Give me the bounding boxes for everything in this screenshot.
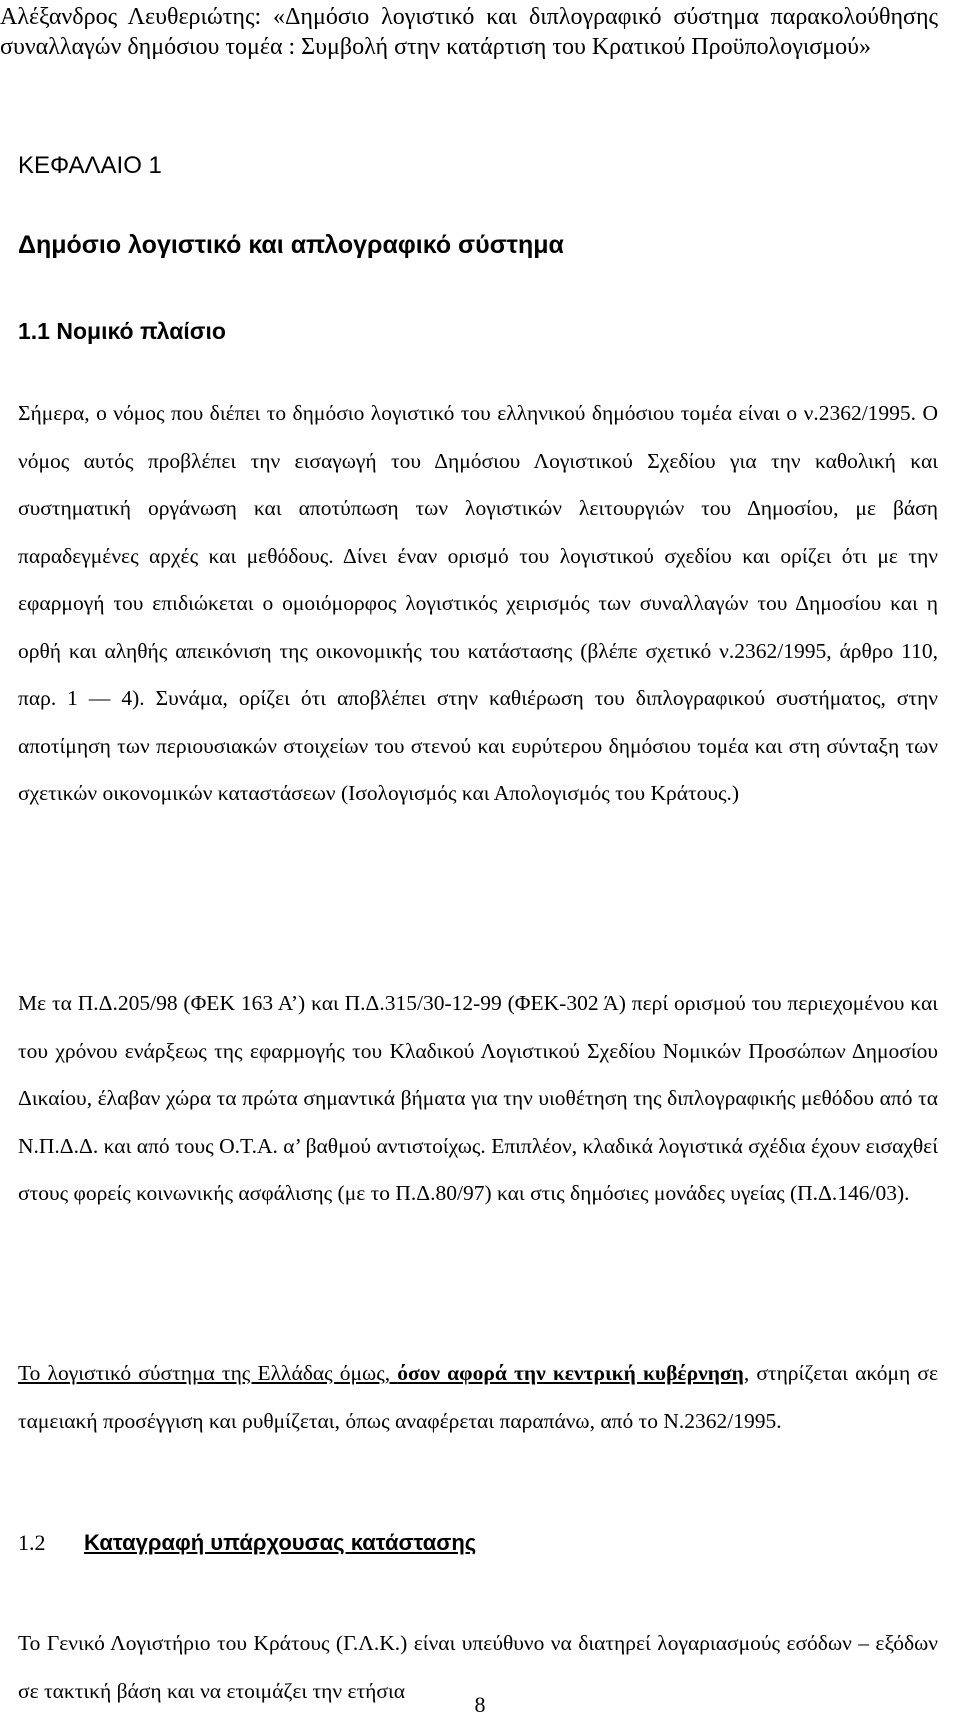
running-header: [0, 2, 938, 62]
paragraph-central-government-emphasis: όσον αφορά την κεντρική κυβέρνηση: [397, 1361, 744, 1385]
paragraph-central-government: [18, 1350, 938, 1445]
header-text: Αλέξανδρος Λευθεριώτης: «Δημόσιο λογιστικό και διπλογραφικό σύστημα παρακολούθησης συναλλαγών δημόσιου τομέα : Συμβολή στην κατάρτιση του Κρατικού Προϋπολογισμού»: [0, 4, 938, 60]
paragraph-presidential-decrees: Με τα Π.Δ.205/98 (ΦΕΚ 163 Α’) και Π.Δ.315/30-12-99 (ΦΕΚ-302 Ά) περί ορισμού του περιεχομένου και του χρόνου ενάρξεως της εφαρμογής του Κλαδικού Λογιστικού Σχεδίου Νομικών Προσώπων Δημοσίου Δικαίου, έλαβαν χώρα τα πρώτα σημαντικά βήματα για την υιοθέτηση της διπλογραφικής μεθόδου από τα Ν.Π.Δ.Δ. και από τους Ο.Τ.Α. α’ βαθμού αντιστοίχως. Επιπλέον, κλαδικά λογιστικά σχέδια έχουν εισαχθεί στους φορείς κοινωνικής ασφάλισης (με το Π.Δ.80/97) και στις δημόσιες μονάδες υγείας (Π.Δ.146/03).: [18, 991, 938, 1205]
chapter-label: ΚΕΦΑΛΑΙΟ 1: [18, 152, 162, 179]
paragraph-central-government-rest: , στηρίζεται ακόμη σε ταμειακή προσέγγιση και ρυθμίζεται, όπως αναφέρεται παραπάνω, από το Ν.2362/1995.: [18, 1361, 938, 1433]
paragraph-general-accounting-office: Το Γενικό Λογιστήριο του Κράτους (Γ.Λ.Κ.) είναι υπεύθυνο να διατηρεί λογαριασμούς εσόδων – εξόδων σε τακτική βάση και να ετοιμάζει την ετήσια: [18, 1631, 938, 1703]
section-number: 1.2: [18, 1530, 46, 1555]
chapter-title: Δημόσιο λογιστικό και απλογραφικό σύστημα: [18, 231, 564, 259]
paragraph-central-government-intro: Το λογιστικό σύστημα της Ελλάδας όμως,: [18, 1361, 398, 1385]
section-heading-1-2: [18, 1530, 476, 1556]
section-heading-1-1: 1.1 Νομικό πλαίσιο: [18, 318, 226, 344]
paragraph-legal-framework: Σήμερα, ο νόμος που διέπει το δημόσιο λογιστικό του ελληνικού δημόσιου τομέα είναι ο ν.2362/1995. Ο νόμος αυτός προβλέπει την εισαγωγή του Δημόσιου Λογιστικού Σχεδίου για την καθολική και συστηματική οργάνωση και αποτύπωση των λογιστικών λειτουργιών του Δημοσίου, με βάση παραδεγμένες αρχές και μεθόδους. Δίνει έναν ορισμό του λογιστικού σχεδίου και ορίζει ότι με την εφαρμογή του επιδιώκεται ο ομοιόμορφος λογιστικός χειρισμός των συναλλαγών του Δημοσίου και η ορθή και αληθής απεικόνιση της οικονομικής του κατάστασης (βλέπε σχετικό ν.2362/1995, άρθρο 110, παρ. 1 — 4). Συνάμα, ορίζει ότι αποβλέπει στην καθιέρωση του διπλογραφικού συστήματος, στην αποτίμηση των περιουσιακών στοιχείων του στενού και ευρύτερου δημόσιου τομέα και στη σύνταξη των σχετικών οικονομικών καταστάσεων (Ισολογισμός και Απολογισμός του Κράτους.): [18, 401, 938, 805]
section-title: Καταγραφή υπάρχουσας κατάστασης: [84, 1530, 477, 1555]
page-number: 8: [474, 1692, 486, 1717]
